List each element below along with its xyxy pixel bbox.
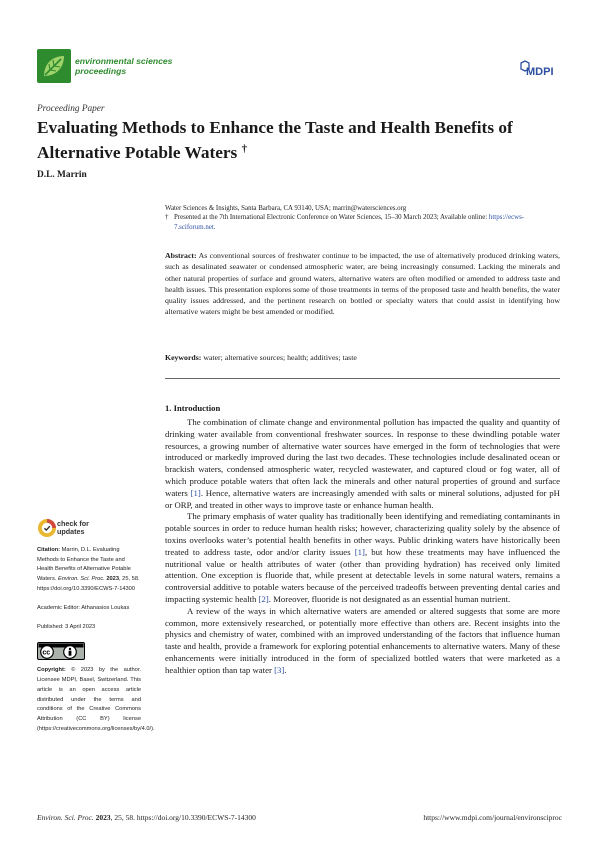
conference-link[interactable]: https://ecws-7.sciforum.net. [174, 214, 525, 231]
journal-leaf-logo-icon [37, 49, 71, 83]
author-name[interactable]: D.L. Marrin [37, 170, 87, 180]
check-for-updates-button[interactable] [37, 518, 95, 540]
mdpi-logo-icon[interactable] [518, 60, 558, 77]
footer-year: 2023 [95, 813, 111, 822]
article-type: Proceeding Paper [37, 104, 105, 114]
citation-journal: Environ. Sci. Proc. [57, 576, 105, 583]
p3-text-a: A review of the ways in which alternative waters are amended or altered suggests that some are more common, more extensively researched, or potentially more effective than others are. Recent insights into the physics and chemistry of water, combined with an improved understanding of the factors that influence human taste and health, provide a framework for exploring potential enhancements to alternative waters. Many of these enhancements were initially introduced in the form of specialized bottled waters that were marketed as a healthier option than tap water [165, 605, 560, 675]
reference-link-2[interactable]: [2] [258, 593, 269, 604]
cc-by-license-icon[interactable] [37, 642, 85, 660]
p2-text-a: The primary emphasis of water quality has traditionally been identifying and remediating contaminants in potable sources in order to reduce human health risks; however, characterizing quality solely by the absence of toxins overlooks water’s potential health benefits in other ways. Public drinking waters have historically been treated to address taste, odor and/or clarity issues [165, 511, 560, 557]
section-body [165, 417, 560, 677]
keywords-text: water; alternative sources; health; additives; taste [203, 353, 357, 362]
published-date: Published: 3 April 2023 [37, 624, 96, 631]
abstract-label: Abstract: [165, 251, 197, 260]
reference-link-3[interactable]: [3] [274, 664, 285, 675]
academic-editor: Academic Editor: Athanasios Loukas [37, 605, 130, 612]
citation-block [37, 546, 141, 595]
affiliation: Water Sciences & Insights, Santa Barbara, CA 93140, USA; marrin@watersciences.org [165, 205, 407, 212]
citation-volume: , 25, 58. [119, 576, 140, 583]
abstract-text: As conventional sources of freshwater continue to be impacted, the use of alternatively produced drinking waters, such as desalinated seawater or condensed atmospheric water, are being increasingly consumed. Lacking the minerals and other natural properties of surface and ground waters, alternative waters are often modified or amended to address taste and health issues. This presentation explores some of those treatments in terms of the proposed taste and health benefits, the water quality issues addressed, and the pertinent research on bottled or specialty waters that could assist in identifying how alternative waters might be best amended or modified. [165, 251, 560, 317]
presentation-note [165, 213, 565, 233]
reference-link-1b[interactable]: [1] [354, 546, 365, 557]
copyright-label: Copyright: [37, 667, 66, 674]
p1-text-b: . Hence, alternative waters are increasingly amended with salts or mineral solutions, adjusted for pH or ORP, and treated in other ways to improve taste or enhance human health. [165, 487, 560, 510]
journal-name-line1: environmental sciences [75, 56, 173, 66]
abstract [165, 250, 560, 318]
citation-text: Marrin, D.L. Evaluating Methods to Enhance the Taste and Health Benefits of Alternative Potable Waters. [37, 547, 131, 583]
note-text: Presented at the 7th International Electronic Conference on Water Sciences, 15–30 March 2023; Available online: [174, 214, 488, 221]
check-for-updates-icon [37, 518, 57, 538]
reference-link-1[interactable]: [1] [190, 487, 201, 498]
footer-journal-url[interactable]: https://www.mdpi.com/journal/environsciproc [423, 813, 562, 822]
footer-citation [37, 813, 256, 822]
journal-name-line2: proceedings [75, 65, 127, 76]
copyright-block [37, 666, 155, 734]
paragraph-3 [165, 606, 560, 677]
check-line2: updates [57, 526, 85, 536]
footer-journal: Environ. Sci. Proc. [37, 813, 94, 822]
note-mark: † [165, 214, 169, 221]
title-text: Evaluating Methods to Enhance the Taste and Health Benefits of Alternative Potable Waters [37, 118, 513, 162]
cc-badge-text: cc [42, 650, 51, 658]
p1-text-a: The combination of climate change and environmental pollution has impacted the quality and quantity of drinking water available from conventional freshwater sources. In response to these dwindling potable water resources, a growing number of alternative water sources have emerged in the form of technologies that were introduced or markedly improved during the last two decades. These technologies include desalinated ocean or brackish waters, condensed atmospheric water, recycled wastewater, and captured cloud or fog water, all of which produce potable waters that often lack the minerals and other natural properties of ground and surface waters [165, 417, 560, 498]
p2-text-b: , but how these treatments may have influenced the nutritional value or health attributes of water (other than providing hydration) has received only limited attention. One exception is fluoride that, while present at detectable levels in some natural waters, remains a controversial additive to potable waters because of the perceived tradeoffs between preventing dental caries and impacting systemic health [165, 546, 561, 604]
p2-text-c: . Moreover, fluoride is not designated as an essential human nutrient. [268, 593, 511, 604]
p3-text-b: . [284, 664, 287, 675]
section-divider [165, 378, 560, 379]
journal-name [75, 57, 172, 76]
mdpi-logo-text: MDPI [526, 66, 554, 77]
check-line1: check for [57, 519, 89, 528]
citation-doi[interactable]: https://doi.org/10.3390/ECWS-7-14300 [37, 585, 136, 592]
paragraph-1 [165, 417, 560, 511]
footer-doi[interactable]: , 25, 58. https://doi.org/10.3390/ECWS-7-14300 [110, 813, 256, 822]
copyright-text: © 2023 by the author. Licensee MDPI, Basel, Switzerland. This article is an open access article distributed under the terms and conditions of the Creative Commons Attribution (CC BY) license (https://creativecommons.org/licenses/by/4.0/). [37, 667, 155, 732]
citation-year: 2023 [106, 576, 120, 583]
title-footnote-mark[interactable]: † [241, 142, 248, 155]
citation-label: Citation: [37, 547, 61, 553]
page-title [37, 117, 562, 163]
paragraph-2 [165, 511, 560, 605]
check-for-updates-label [57, 520, 89, 536]
section-heading: 1. Introduction [165, 403, 221, 413]
keywords [165, 352, 560, 363]
sidebar-info [37, 546, 155, 744]
keywords-label: Keywords: [165, 353, 202, 362]
